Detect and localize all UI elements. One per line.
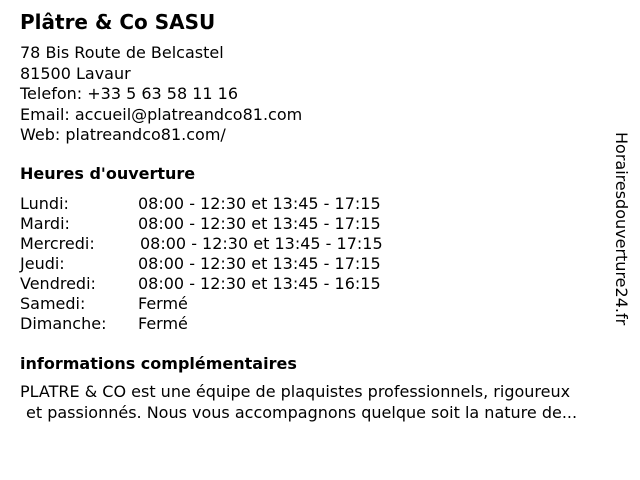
brand-watermark-text: Horairesdouverture24.fr <box>612 132 631 326</box>
hours-row-friday <box>20 274 440 294</box>
hours-time: 08:00 - 12:30 et 13:45 - 17:15 <box>138 254 381 273</box>
hours-day: Lundi: <box>20 194 69 213</box>
address-city: 81500 Lavaur <box>20 63 131 83</box>
hours-day: Vendredi: <box>20 274 96 293</box>
info-line: et passionnés. Nous vous accompagnons quelque soit la nature de... <box>26 402 578 422</box>
hours-row-wednesday <box>20 234 440 254</box>
hours-day: Dimanche: <box>20 314 107 333</box>
hours-time: 08:00 - 12:30 et 13:45 - 17:15 <box>138 214 381 233</box>
business-contact <box>20 43 302 146</box>
hours-time: Fermé <box>138 314 188 333</box>
hours-row-thursday <box>20 254 440 274</box>
business-name: Plâtre & Co SASU <box>20 10 216 34</box>
website: Web: platreandco81.com/ <box>20 125 226 144</box>
hours-time: 08:00 - 12:30 et 13:45 - 17:15 <box>140 234 383 253</box>
info-heading: informations complémentaires <box>20 354 297 373</box>
hours-day: Mercredi: <box>20 234 95 253</box>
hours-time: 08:00 - 12:30 et 13:45 - 17:15 <box>138 194 381 213</box>
hours-day: Samedi: <box>20 294 86 313</box>
hours-row-sunday <box>20 314 440 334</box>
opening-hours-table <box>20 194 440 334</box>
hours-heading: Heures d'ouverture <box>20 164 196 183</box>
hours-row-monday <box>20 194 440 214</box>
hours-time: Fermé <box>138 294 188 313</box>
brand-watermark <box>610 132 632 347</box>
hours-row-tuesday <box>20 214 440 234</box>
address-street: 78 Bis Route de Belcastel <box>20 43 224 62</box>
hours-time: 08:00 - 12:30 et 13:45 - 16:15 <box>138 274 381 293</box>
phone-number: Telefon: +33 5 63 58 11 16 <box>20 84 239 103</box>
hours-day: Jeudi: <box>20 254 65 273</box>
info-description <box>20 382 630 423</box>
hours-row-saturday <box>20 294 440 314</box>
email-address: Email: accueil@platreandco81.com <box>20 104 303 124</box>
hours-day: Mardi: <box>20 214 70 233</box>
info-line: PLATRE & CO est une équipe de plaquistes professionnels, rigoureux <box>20 382 571 401</box>
